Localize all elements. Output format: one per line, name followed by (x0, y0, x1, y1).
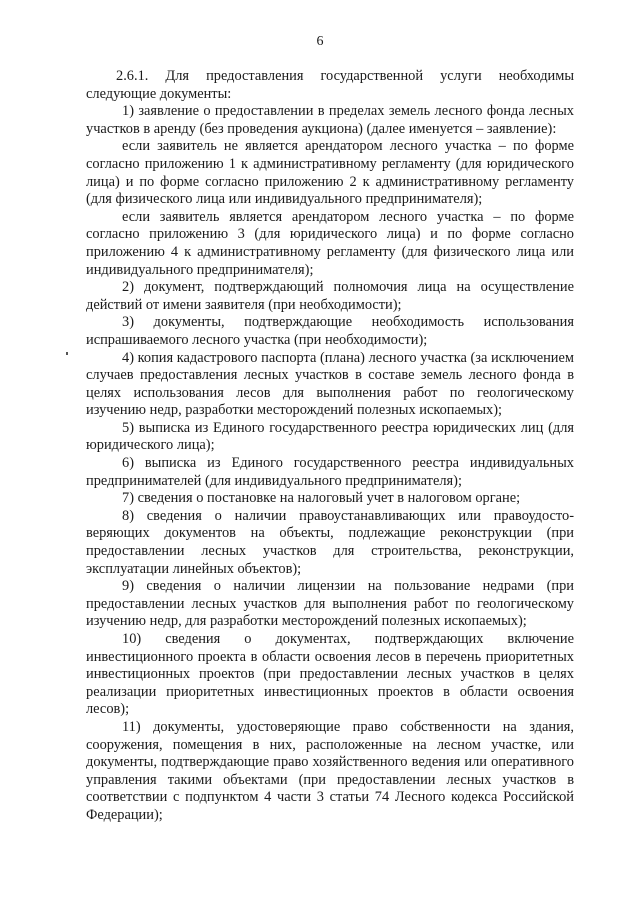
paragraph-item-2: 2) документ, подтверждающий полномочия лица на осуществление действий от имени заявителя (при необходимости); (86, 279, 574, 313)
paragraph-item-7: 7) сведения о постановке на налоговый учет в налоговом органе; (122, 490, 521, 507)
paragraph-item-11: 11) документы, удостоверяющие право собственности на здания, сооружения, помещения в них, расположенные на лесном участке, или документы, подтверждающие право хозяйственного ведения или оперативного управления такими объектами (при предоставлении лесных участков в соответствии с подпунктом 4 части 3 статьи 74 Лесного кодекса Российской Федерации); (86, 718, 574, 823)
document-body (86, 68, 574, 825)
paragraph-item-9: 9) сведения о наличии лицензии на пользование недрами (при предоставлении лесных участков для выполнения работ по геологическому изучению недр, для разработки месторождений полезных ископаемых); (86, 578, 574, 630)
paragraph-item-3: 3) документы, подтверждающие необходимость использования испрашиваемого лесного участка (при необходимости); (86, 314, 574, 348)
paragraph-item-5: 5) выписка из Единого государственного реестра юридических лиц (для юридического лица); (86, 419, 574, 454)
paragraph-item-6: 6) выписка из Единого государственного реестра индивидуальных предпринимателей (для индивидуального предпринимателя); (86, 455, 574, 489)
page-number: 6 (316, 34, 324, 49)
paragraph-2-6-1-intro: 2.6.1. Для предоставления государственной услуги необходимы следующие документы: (86, 68, 574, 102)
paragraph-item-4: 4) копия кадастрового паспорта (плана) лесного участка (за исключением случаев предоставления лесных участков в составе земель лесного фонда в целях использования лесов для выполнения работ по геологическому изучению недр, разработки месторождений полезных ископаемых); (86, 349, 574, 419)
margin-mark (66, 352, 68, 355)
paragraph-item-8: 8) сведения о наличии правоустанавливающих или правоудостоверяющих документов на объекты, подлежащие реконструкции (при предоставлении лесных участков для строительства, реконструкции, эксплуатации линейных объектов); (86, 507, 574, 577)
paragraph-item-1-case-tenant: если заявитель является арендатором лесного участка – по форме согласно приложению 3 (для юридического лица) и по форме согласно приложению 4 к административному регламенту (для физического лица или индивидуального предпринимателя); (86, 208, 574, 278)
paragraph-item-1-case-not-tenant: если заявитель не является арендатором лесного участка – по форме согласно приложению 1 к административному регламенту (для юридического лица) и по форме согласно приложению 2 к административному регламенту (для физического лица или индивидуального предпринимателя); (86, 138, 574, 208)
paragraph-item-10: 10) сведения о документах, подтверждающих включение инвестиционного проекта в области освоения лесов в перечень приоритетных инвестиционных проектов (при предоставлении лесных участков в целях реализации приоритетных инвестиционных проектов в области освоения лесов); (86, 631, 574, 718)
paragraph-item-1: 1) заявление о предоставлении в пределах земель лесного фонда лесных участков в аренду (без проведения аукциона) (далее именуется – заявление): (86, 103, 574, 137)
